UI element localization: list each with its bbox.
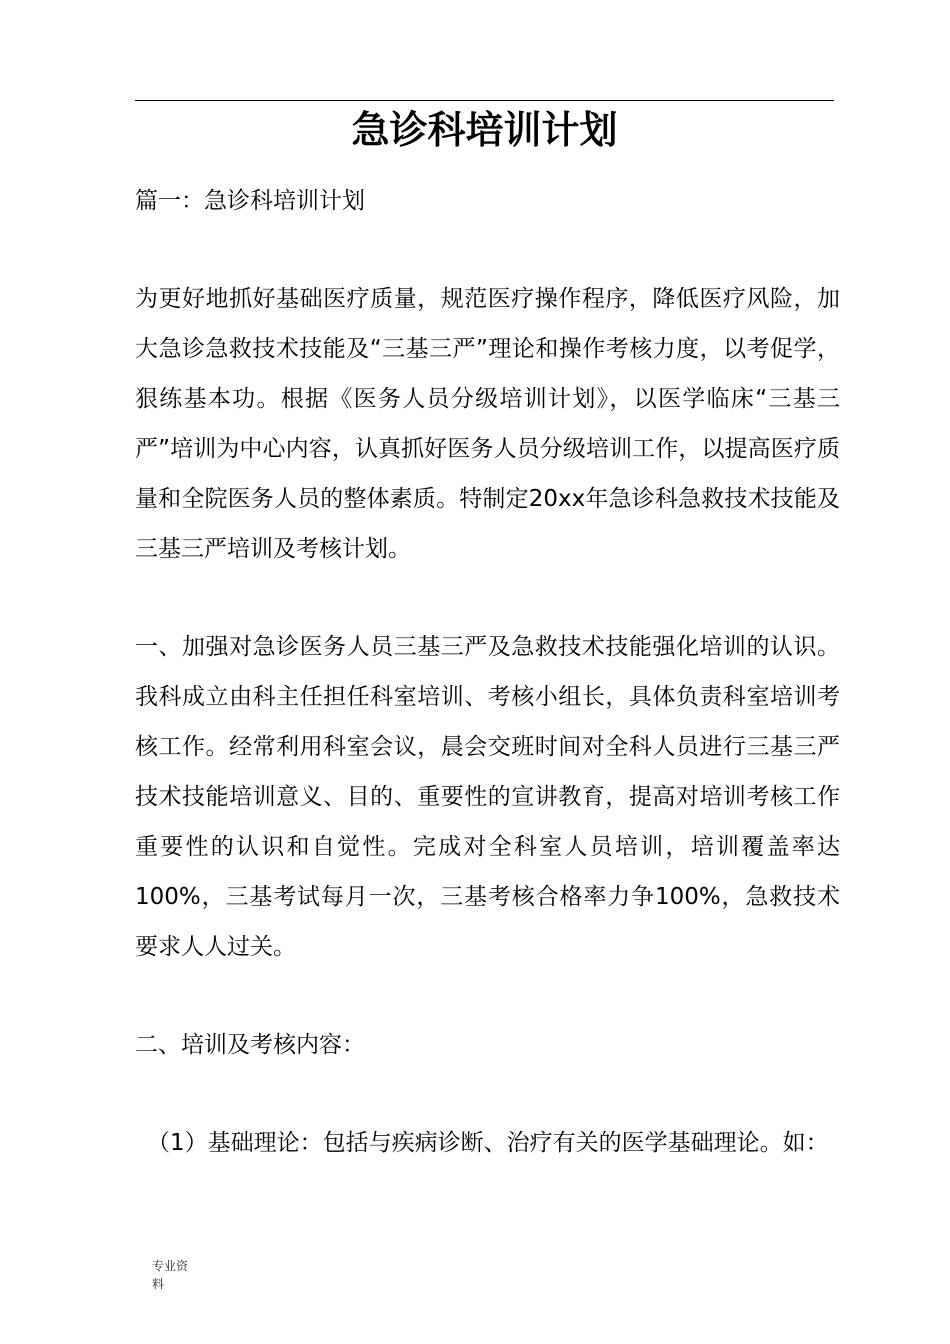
top-rule: [135, 100, 834, 101]
list-item-basic-theory: （1）基础理论：包括与疾病诊断、治疗有关的医学基础理论。如：: [147, 1130, 829, 1156]
section-one-paragraph: 一、加强对急诊医务人员三基三严及急救技术技能强化培训的认识。我科成立由科主任担任科室培训、考核小组长，具体负责科室培训考核工作。经常利用科室会议，晨会交班时间对全科人员进行三基三严技术技能培训意义、目的、重要性的宣讲教育，提高对培训考核工作重要性的认识和自觉性。完成对全科室人员培训，培训覆盖率达100%，三基考试每月一次，三基考核合格率力争100%，急救技术要求人人过关。: [135, 634, 840, 960]
footer-label: 专业资料: [152, 1259, 189, 1291]
document-title: 急诊科培训计划: [351, 108, 618, 152]
document-subheading: 篇一：急诊科培训计划: [135, 188, 365, 214]
intro-paragraph: 为更好地抓好基础医疗质量，规范医疗操作程序，降低医疗风险，加大急诊急救技术技能及“三基三严”理论和操作考核力度，以考促学，狠练基本功。根据《医务人员分级培训计划》，以医学临床“三基三严”培训为中心内容，认真抓好医务人员分级培训工作，以提高医疗质量和全院医务人员的整体素质。特制定20xx年急诊科急救技术技能及三基三严培训及考核计划。: [135, 286, 840, 562]
section-two-heading: 二、培训及考核内容：: [135, 1032, 365, 1058]
